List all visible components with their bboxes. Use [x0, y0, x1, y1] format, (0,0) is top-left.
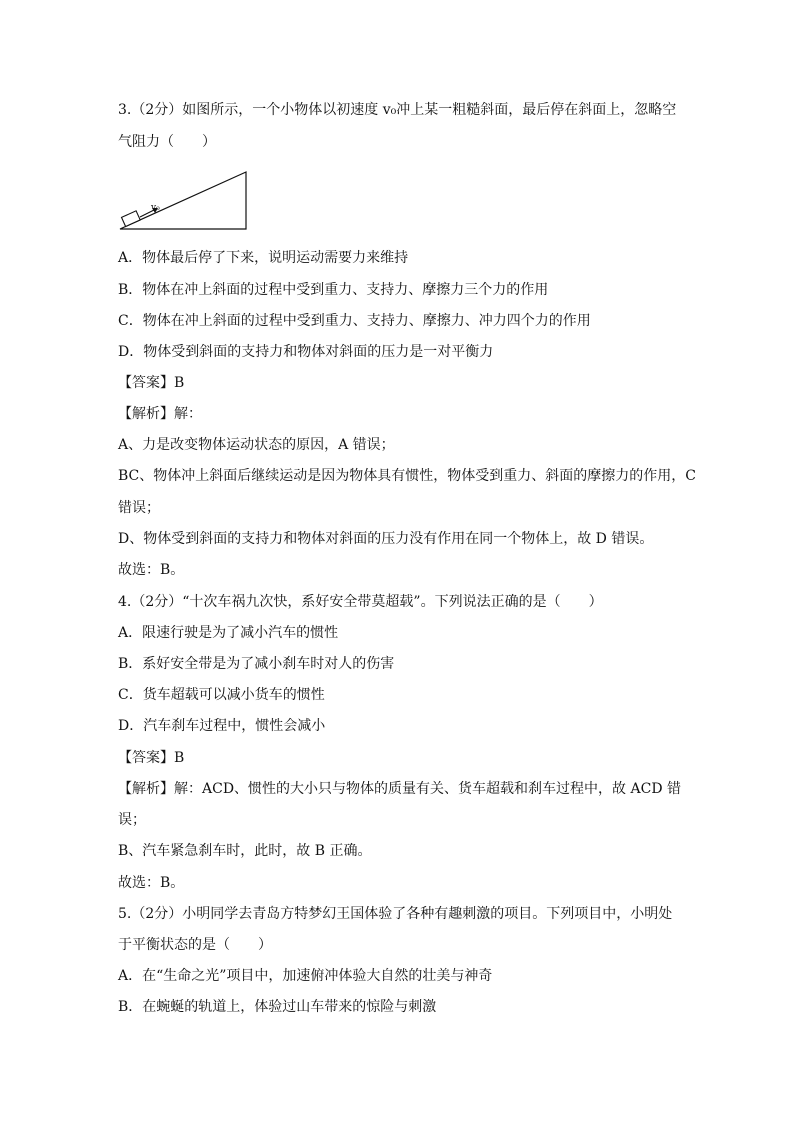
- block: [122, 211, 141, 227]
- q3-option-c: C．物体在冲上斜面的过程中受到重力、支持力、摩擦力、冲力四个力的作用: [118, 313, 591, 329]
- q4-stem: 4.（2分）“十次车祸九次快，系好安全带莫超载”。下列说法正确的是（ ）: [118, 594, 603, 610]
- q3-answer: 【答案】B: [118, 375, 185, 391]
- q3-option-d: D．物体受到斜面的支持力和物体对斜面的压力是一对平衡力: [118, 344, 494, 360]
- q3-analysis-1: A、力是改变物体运动状态的原因，A 错误；: [118, 437, 395, 453]
- q4-option-a: A．限速行驶是为了减小汽车的惯性: [118, 625, 339, 641]
- q4-option-d: D．汽车刹车过程中，惯性会减小: [118, 718, 326, 734]
- q4-analysis-1a: 【解析】解：ACD、惯性的大小只与物体的质量有关、货车超载和刹车过程中，故 ACD 错: [118, 781, 681, 797]
- q3-analysis-head: 【解析】解：: [118, 406, 202, 422]
- q3-option-a: A．物体最后停了下来，说明运动需要力来维持: [118, 250, 409, 266]
- q4-option-c: C．货车超载可以减小货车的惯性: [118, 687, 325, 703]
- q3-analysis-2b: 错误；: [118, 500, 160, 516]
- q5-option-b: B．在蜿蜒的轨道上，体验过山车带来的惊险与刺激: [118, 999, 437, 1015]
- q4-analysis-2: B、汽车紧急刹车时，此时，故 B 正确。: [118, 843, 372, 859]
- q4-option-b: B．系好安全带是为了减小刹车时对人的伤害: [118, 656, 395, 672]
- q4-answer: 【答案】B: [118, 750, 185, 766]
- incline-diagram: [118, 166, 252, 232]
- q5-stem-line2: 于平衡状态的是（ ）: [118, 937, 272, 953]
- incline-figure: [118, 166, 252, 236]
- figure-label: v₀: [151, 203, 160, 213]
- q3-stem-line1: 3.（2分）如图所示，一个小物体以初速度 v₀冲上某一粗糙斜面，最后停在斜面上，忽略空: [118, 102, 677, 118]
- q3-analysis-2a: BC、物体冲上斜面后继续运动是因为物体具有惯性，物体受到重力、斜面的摩擦力的作用，C: [118, 468, 696, 484]
- q5-stem-line1: 5.（2分）小明同学去青岛方特梦幻王国体验了各种有趣刺激的项目。下列项目中，小明处: [118, 906, 673, 922]
- q4-analysis-1b: 误；: [118, 812, 146, 828]
- q3-option-b: B．物体在冲上斜面的过程中受到重力、支持力、摩擦力三个力的作用: [118, 282, 549, 298]
- q3-conclusion: 故选：B。: [118, 562, 185, 578]
- q3-stem-line2: 气阻力（ ）: [118, 134, 216, 150]
- q3-analysis-3: D、物体受到斜面的支持力和物体对斜面的压力没有作用在同一个物体上，故 D 错误。: [118, 531, 654, 547]
- q4-conclusion: 故选：B。: [118, 875, 185, 891]
- q5-option-a: A．在“生命之光”项目中，加速俯冲体验大自然的壮美与神奇: [118, 968, 493, 984]
